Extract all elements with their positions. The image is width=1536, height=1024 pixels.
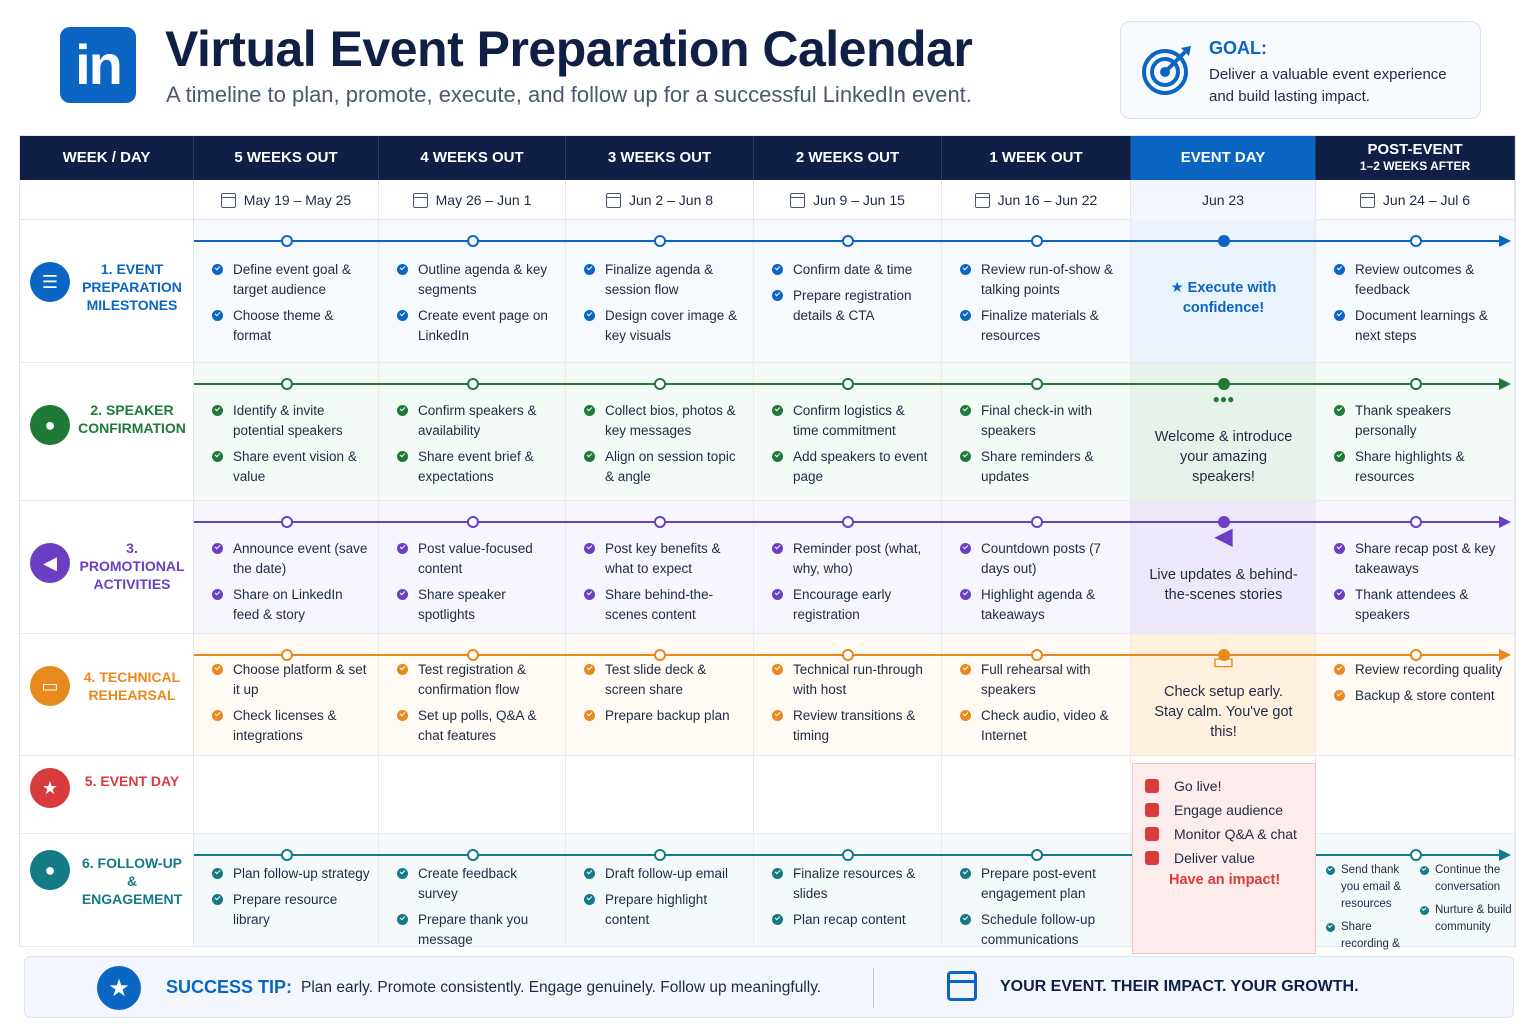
task-item: Announce event (save the date) bbox=[212, 539, 371, 579]
timeline-dot bbox=[1031, 235, 1043, 247]
task-item: Encourage early registration bbox=[772, 585, 934, 625]
calendar-cell bbox=[194, 756, 379, 833]
task-list bbox=[212, 660, 371, 752]
calendar-grid bbox=[19, 135, 1516, 950]
calendar-icon bbox=[790, 193, 805, 208]
task-item: Share reminders & updates bbox=[960, 447, 1123, 487]
task-item: Post value-focused content bbox=[397, 539, 558, 579]
column-header-label: POST-EVENT bbox=[1367, 141, 1463, 158]
task-list bbox=[1334, 260, 1507, 352]
date-range: Jun 23 bbox=[1201, 192, 1245, 208]
target-icon bbox=[1141, 44, 1193, 96]
column-header bbox=[942, 136, 1131, 180]
task-list bbox=[960, 539, 1123, 631]
date-range: May 19 – May 25 bbox=[243, 192, 352, 208]
date-range: Jun 2 – Jun 8 bbox=[628, 192, 714, 208]
calendar-icon bbox=[413, 193, 428, 208]
calendar-cell bbox=[942, 756, 1131, 833]
success-tip-label: SUCCESS TIP: bbox=[166, 977, 293, 997]
task-item: Share behind-the-scenes content bbox=[584, 585, 746, 625]
timeline-arrow-icon bbox=[1499, 516, 1511, 528]
group-icon: ● bbox=[30, 850, 70, 890]
timeline-dot bbox=[1031, 849, 1043, 861]
category-row bbox=[20, 501, 1515, 634]
task-list bbox=[584, 864, 746, 936]
task-item: Post key benefits & what to expect bbox=[584, 539, 746, 579]
star-icon: ★ bbox=[97, 966, 141, 1010]
task-item: Share speaker spotlights bbox=[397, 585, 558, 625]
task-item: Prepare registration details & CTA bbox=[772, 286, 934, 326]
timeline-dot bbox=[467, 235, 479, 247]
post-event-task-list bbox=[1420, 862, 1512, 942]
column-header-row bbox=[20, 136, 1515, 180]
column-header bbox=[20, 136, 194, 180]
row-label bbox=[20, 501, 194, 633]
task-item: Define event goal & target audience bbox=[212, 260, 371, 300]
row-label bbox=[20, 220, 194, 362]
task-item: Schedule follow-up communications bbox=[960, 910, 1123, 950]
row-title: 5. EVENT DAY bbox=[84, 773, 180, 789]
calendar-icon bbox=[221, 193, 236, 208]
date-range: May 26 – Jun 1 bbox=[435, 192, 532, 208]
page-title: Virtual Event Preparation Calendar bbox=[165, 21, 973, 77]
column-header-label: 2 WEEKS OUT bbox=[795, 149, 900, 166]
calendar-icon bbox=[947, 971, 977, 1001]
task-list bbox=[584, 260, 746, 352]
task-list bbox=[584, 660, 746, 732]
task-item: Review transitions & timing bbox=[772, 706, 934, 746]
task-list bbox=[772, 260, 934, 332]
event-day-checklist bbox=[1132, 763, 1316, 954]
timeline-dot bbox=[842, 849, 854, 861]
timeline-dot bbox=[1031, 516, 1043, 528]
task-list bbox=[1334, 660, 1507, 712]
timeline-arrow-icon bbox=[1499, 849, 1511, 861]
task-item: Review run-of-show & talking points bbox=[960, 260, 1123, 300]
task-item: Highlight agenda & takeaways bbox=[960, 585, 1123, 625]
goal-box bbox=[1120, 21, 1481, 119]
date-range: Jun 9 – Jun 15 bbox=[813, 192, 905, 208]
timeline-dot bbox=[1410, 235, 1422, 247]
date-cell bbox=[379, 180, 566, 220]
speaker-icon: ● bbox=[30, 405, 70, 445]
task-item: Draft follow-up email bbox=[584, 864, 746, 884]
event-day-message: Welcome & introduce your amazing speakers! bbox=[1154, 429, 1293, 485]
task-item: Choose platform & set it up bbox=[212, 660, 371, 700]
timeline-dot bbox=[281, 849, 293, 861]
megaphone-icon: ◀ bbox=[30, 543, 70, 583]
column-header-label: 4 WEEKS OUT bbox=[420, 149, 524, 166]
task-item: Plan recap content bbox=[772, 910, 934, 930]
footer-divider bbox=[873, 968, 874, 1008]
task-item: Continue the conversation bbox=[1420, 862, 1512, 896]
column-header-label: EVENT DAY bbox=[1180, 149, 1266, 166]
row-label bbox=[20, 756, 194, 833]
task-item: Prepare highlight content bbox=[584, 890, 746, 930]
timeline-dot bbox=[842, 235, 854, 247]
column-header-sublabel: 1–2 WEEKS AFTER bbox=[1359, 159, 1471, 173]
task-item: Set up polls, Q&A & chat features bbox=[397, 706, 558, 746]
task-item: Share event vision & value bbox=[212, 447, 371, 487]
task-list bbox=[1334, 539, 1507, 631]
footer-banner bbox=[24, 956, 1514, 1018]
goal-text: Deliver a valuable event experience and build lasting impact. bbox=[1209, 66, 1447, 105]
success-tip-text: Plan early. Promote consistently. Engage genuinely. Follow up meaningfully. bbox=[301, 979, 822, 996]
task-list bbox=[212, 401, 371, 493]
date-range: Jun 24 – Jul 6 bbox=[1382, 192, 1471, 208]
task-item: Share event brief & expectations bbox=[397, 447, 558, 487]
timeline-dot bbox=[281, 235, 293, 247]
column-header-label: 1 WEEK OUT bbox=[989, 149, 1083, 166]
task-item: Countdown posts (7 days out) bbox=[960, 539, 1123, 579]
timeline-arrow-icon bbox=[1499, 378, 1511, 390]
task-item: Prepare post-event engagement plan bbox=[960, 864, 1123, 904]
task-item: Reminder post (what, why, who) bbox=[772, 539, 934, 579]
timeline-arrow-icon bbox=[1499, 235, 1511, 247]
task-list bbox=[212, 539, 371, 631]
task-item: Prepare thank you message bbox=[397, 910, 558, 950]
task-item: Design cover image & key visuals bbox=[584, 306, 746, 346]
column-header-label: WEEK / DAY bbox=[62, 149, 151, 166]
timeline-dot bbox=[654, 516, 666, 528]
task-item: Document learnings & next steps bbox=[1334, 306, 1507, 346]
task-list bbox=[212, 864, 371, 936]
category-row bbox=[20, 363, 1515, 501]
event-day-message: ★ Execute with confidence! bbox=[1170, 280, 1277, 316]
column-header bbox=[566, 136, 754, 180]
task-item: Full rehearsal with speakers bbox=[960, 660, 1123, 700]
timeline-dot bbox=[1410, 378, 1422, 390]
task-item: Prepare backup plan bbox=[584, 706, 746, 726]
task-list bbox=[584, 401, 746, 493]
goal-label: GOAL: bbox=[1209, 38, 1267, 58]
calendar-icon bbox=[1360, 193, 1375, 208]
task-list bbox=[1334, 401, 1507, 493]
task-item: Thank attendees & speakers bbox=[1334, 585, 1507, 625]
task-item: Review recording quality bbox=[1334, 660, 1507, 680]
task-list bbox=[397, 864, 558, 956]
task-item: Confirm logistics & time commitment bbox=[772, 401, 934, 441]
row-title: 6. FOLLOW-UP & ENGAGEMENT bbox=[81, 855, 183, 907]
task-item: Collect bios, photos & key messages bbox=[584, 401, 746, 441]
task-list bbox=[212, 260, 371, 352]
task-item: Finalize resources & slides bbox=[772, 864, 934, 904]
task-list bbox=[584, 539, 746, 631]
task-item: Create feedback survey bbox=[397, 864, 558, 904]
timeline-dot bbox=[1410, 849, 1422, 861]
column-header bbox=[754, 136, 942, 180]
calendar-cell bbox=[379, 756, 566, 833]
task-item: Outline agenda & key segments bbox=[397, 260, 558, 300]
task-item: Test registration & confirmation flow bbox=[397, 660, 558, 700]
timeline-dot bbox=[467, 378, 479, 390]
task-list bbox=[772, 539, 934, 631]
task-item: Share highlights & resources bbox=[1334, 447, 1507, 487]
task-item: Share on LinkedIn feed & story bbox=[212, 585, 371, 625]
task-item: Identify & invite potential speakers bbox=[212, 401, 371, 441]
timeline-dot bbox=[1218, 235, 1230, 247]
task-item: Share recording & bbox=[1326, 919, 1418, 970]
monitor-icon: ▭ bbox=[30, 666, 70, 706]
task-item: Send thank you email & resources bbox=[1326, 862, 1418, 913]
calendar-cell bbox=[1316, 756, 1515, 833]
task-list bbox=[397, 660, 558, 752]
category-row bbox=[20, 634, 1515, 756]
date-cell bbox=[1316, 180, 1515, 220]
event-day-message: Live updates & behind-the-scenes stories bbox=[1149, 567, 1298, 603]
page-subtitle: A timeline to plan, promote, execute, and follow up for a successful LinkedIn event. bbox=[166, 82, 972, 107]
task-item: Finalize agenda & session flow bbox=[584, 260, 746, 300]
event-day-item: Engage audience bbox=[1145, 798, 1297, 822]
timeline-dot bbox=[842, 378, 854, 390]
task-item: Nurture & build community bbox=[1420, 902, 1512, 936]
task-list bbox=[960, 401, 1123, 493]
footer-slogan: YOUR EVENT. THEIR IMPACT. YOUR GROWTH. bbox=[1000, 978, 1359, 995]
column-header-label: 5 WEEKS OUT bbox=[234, 149, 338, 166]
column-header bbox=[1316, 136, 1515, 180]
task-list bbox=[772, 401, 934, 493]
task-list bbox=[960, 660, 1123, 752]
calendar-icon bbox=[606, 193, 621, 208]
timeline-dot bbox=[467, 849, 479, 861]
date-cell bbox=[20, 180, 194, 220]
calendar-cell bbox=[566, 756, 754, 833]
date-cell bbox=[566, 180, 754, 220]
event-day-item: Go live! bbox=[1145, 774, 1297, 798]
calendar-icon bbox=[975, 193, 990, 208]
task-item: Confirm date & time bbox=[772, 260, 934, 280]
date-cell bbox=[942, 180, 1131, 220]
timeline-dot bbox=[1031, 378, 1043, 390]
task-list bbox=[397, 260, 558, 352]
column-header bbox=[194, 136, 379, 180]
row-label bbox=[20, 834, 194, 946]
column-header-label: 3 WEEKS OUT bbox=[607, 149, 712, 166]
task-list bbox=[960, 260, 1123, 352]
date-range: Jun 16 – Jun 22 bbox=[997, 192, 1098, 208]
event-day-item: Deliver value bbox=[1145, 846, 1297, 870]
task-item: Backup & store content bbox=[1334, 686, 1507, 706]
timeline-dot bbox=[467, 516, 479, 528]
checklist-icon: ☰ bbox=[30, 262, 70, 302]
megaphone-icon: ◀ bbox=[1214, 523, 1233, 550]
task-item: Technical run-through with host bbox=[772, 660, 934, 700]
timeline-dot bbox=[654, 378, 666, 390]
task-list bbox=[397, 539, 558, 631]
row-label bbox=[20, 363, 194, 500]
timeline-dot bbox=[654, 849, 666, 861]
task-item: Thank speakers personally bbox=[1334, 401, 1507, 441]
date-cell bbox=[1131, 180, 1316, 220]
calendar-cell bbox=[754, 756, 942, 833]
category-row bbox=[20, 220, 1515, 363]
date-cell bbox=[754, 180, 942, 220]
task-item: Check audio, video & Internet bbox=[960, 706, 1123, 746]
timeline-dot bbox=[842, 516, 854, 528]
calendar-star-icon: ★ bbox=[30, 768, 70, 808]
task-item: Final check-in with speakers bbox=[960, 401, 1123, 441]
task-list bbox=[960, 864, 1123, 956]
speakers-icon: ●●● bbox=[1212, 392, 1235, 406]
timeline-dot bbox=[281, 516, 293, 528]
date-cell bbox=[194, 180, 379, 220]
row-title: 1. EVENT PREPARATION MILESTONES bbox=[82, 261, 182, 313]
task-item: Check licenses & integrations bbox=[212, 706, 371, 746]
column-header bbox=[1131, 136, 1316, 180]
column-header bbox=[379, 136, 566, 180]
task-item: Confirm speakers & availability bbox=[397, 401, 558, 441]
header bbox=[0, 0, 1536, 130]
timeline-dot bbox=[1410, 516, 1422, 528]
event-day-item: Monitor Q&A & chat bbox=[1145, 822, 1297, 846]
task-item: Plan follow-up strategy bbox=[212, 864, 371, 884]
row-label bbox=[20, 634, 194, 755]
task-item: Finalize materials & resources bbox=[960, 306, 1123, 346]
event-day-message: Check setup early. Stay calm. You've got this! bbox=[1154, 684, 1293, 740]
task-item: Test slide deck & screen share bbox=[584, 660, 746, 700]
row-title: 3. PROMOTIONAL ACTIVITIES bbox=[79, 540, 185, 592]
task-item: Align on session topic & angle bbox=[584, 447, 746, 487]
task-list bbox=[772, 660, 934, 752]
monitor-icon: ▭ bbox=[1212, 648, 1235, 675]
row-title: 4. TECHNICAL REHEARSAL bbox=[83, 669, 181, 703]
task-item: Prepare resource library bbox=[212, 890, 371, 930]
event-day-footer: Have an impact! bbox=[1169, 872, 1281, 888]
task-item: Add speakers to event page bbox=[772, 447, 934, 487]
linkedin-logo: in bbox=[60, 27, 136, 103]
task-item: Review outcomes & feedback bbox=[1334, 260, 1507, 300]
timeline-dot bbox=[654, 235, 666, 247]
task-item: Create event page on LinkedIn bbox=[397, 306, 558, 346]
task-item: Share recap post & key takeaways bbox=[1334, 539, 1507, 579]
task-list bbox=[397, 401, 558, 493]
task-item: Choose theme & format bbox=[212, 306, 371, 346]
task-list bbox=[772, 864, 934, 936]
date-row bbox=[20, 180, 1515, 220]
row-title: 2. SPEAKER CONFIRMATION bbox=[78, 402, 186, 436]
timeline-dot bbox=[281, 378, 293, 390]
